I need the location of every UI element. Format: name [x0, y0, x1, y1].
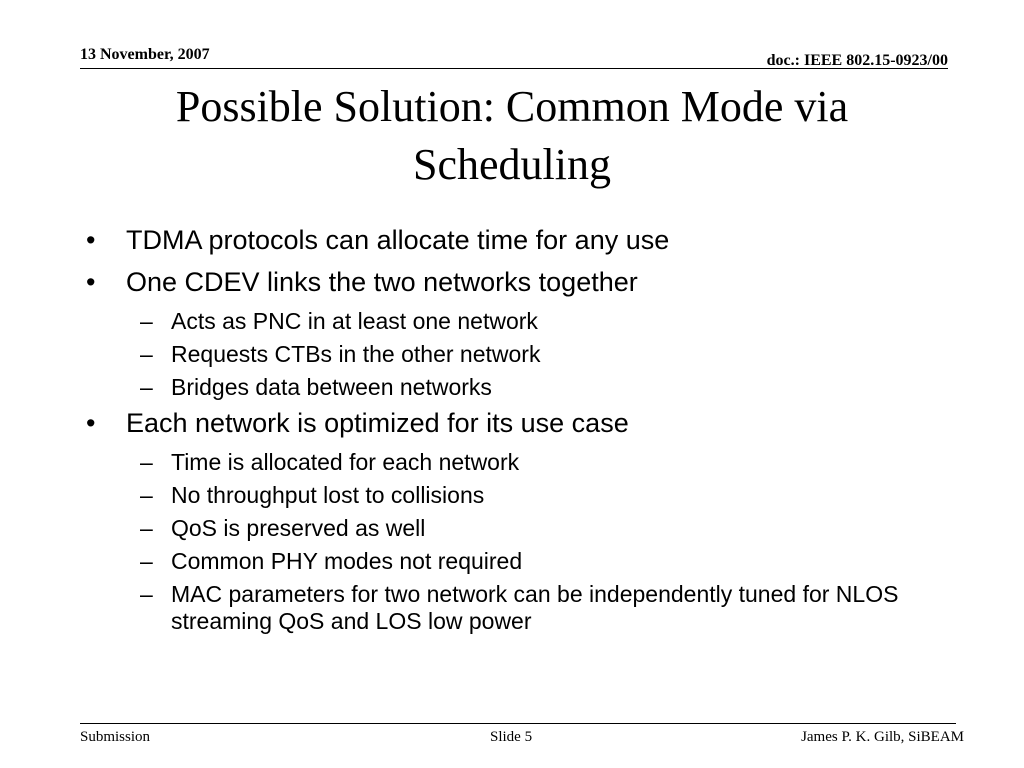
header-doc-id: doc.: IEEE 802.15-0923/00	[766, 52, 948, 69]
sub-bullet-item	[80, 449, 940, 476]
sub-bullet-text: Requests CTBs in the other network	[171, 341, 541, 367]
bullet-marker: •	[86, 225, 96, 255]
sub-bullet-item	[80, 341, 940, 368]
bullet-text: One CDEV links the two networks together	[126, 267, 638, 297]
sub-bullet-text: Bridges data between networks	[171, 374, 492, 400]
sub-bullet-text: No throughput lost to collisions	[171, 482, 485, 508]
sub-bullet-item	[80, 548, 940, 575]
bullet-list	[80, 224, 940, 641]
sub-bullet-text: QoS is preserved as well	[171, 515, 426, 541]
sub-bullet-text: Acts as PNC in at least one network	[171, 308, 538, 334]
sub-bullet-item	[80, 482, 940, 509]
sub-bullet-text: Common PHY modes not required	[171, 548, 523, 574]
bullet-text: TDMA protocols can allocate time for any use	[126, 225, 670, 255]
sub-bullet-text: MAC parameters for two network can be independently tuned for NLOS streaming QoS and LOS low power	[171, 581, 899, 634]
footer-author: James P. K. Gilb, SiBEAM	[801, 729, 964, 745]
footer-submission: Submission	[80, 729, 151, 745]
sub-bullet-text: Time is allocated for each network	[171, 449, 520, 475]
dash-marker: –	[140, 515, 153, 541]
header-divider	[80, 68, 948, 69]
dash-marker: –	[140, 548, 153, 574]
dash-marker: –	[140, 341, 153, 367]
dash-marker: –	[140, 449, 153, 475]
footer-divider	[80, 723, 956, 724]
sub-bullet-item	[80, 581, 940, 635]
bullet-marker: •	[86, 408, 96, 438]
bullet-item	[80, 407, 940, 439]
dash-marker: –	[140, 581, 153, 607]
sub-bullet-item	[80, 515, 940, 542]
slide-title: Possible Solution: Common Mode via Scheduling	[175, 82, 849, 189]
dash-marker: –	[140, 308, 153, 334]
bullet-marker: •	[86, 267, 96, 297]
bullet-text: Each network is optimized for its use case	[126, 408, 629, 438]
sub-bullet-item	[80, 308, 940, 335]
header-date: 13 November, 2007	[80, 46, 210, 63]
bullet-item	[80, 266, 940, 298]
footer-slide-number: Slide 5	[490, 729, 533, 745]
bullet-item	[80, 224, 940, 256]
dash-marker: –	[140, 482, 153, 508]
dash-marker: –	[140, 374, 153, 400]
sub-bullet-item	[80, 374, 940, 401]
